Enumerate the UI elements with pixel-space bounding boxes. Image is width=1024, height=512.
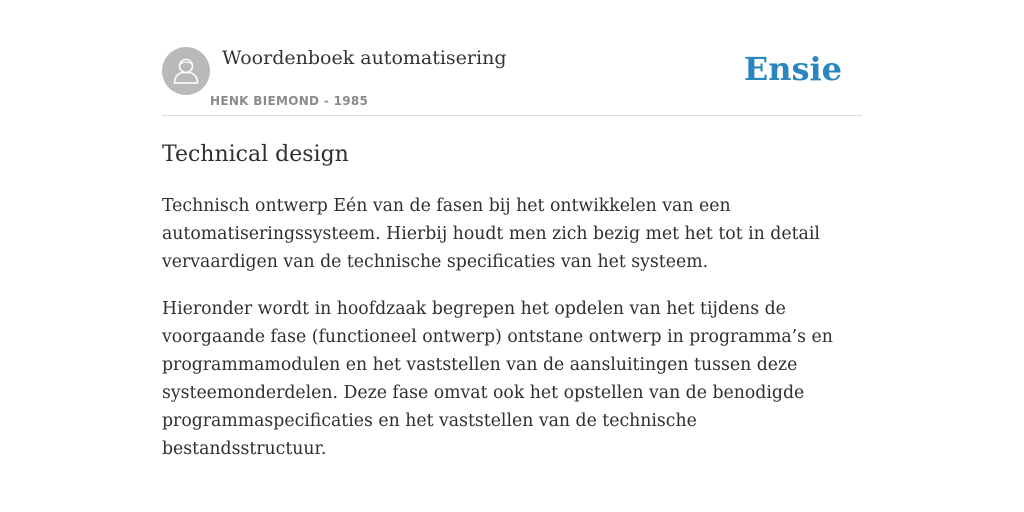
meta-separator: - bbox=[323, 94, 330, 108]
source-author[interactable]: HENK BIEMOND bbox=[210, 94, 320, 108]
entry-title: Technical design bbox=[162, 142, 349, 167]
entry-paragraph: Technisch ontwerp Eén van de fasen bij het ontwikkelen van een automatiseringssysteem. Hierbij houdt men zich bezig met het tot in detail vervaardigen van de technische specificaties van het systeem. bbox=[162, 196, 820, 272]
user-silhouette-icon bbox=[162, 47, 210, 95]
source-year: 1985 bbox=[333, 94, 369, 108]
entry-header bbox=[162, 0, 862, 116]
ensie-logo[interactable]: Ensie bbox=[743, 50, 842, 88]
entry-card bbox=[162, 0, 862, 459]
entry-paragraph: Hieronder wordt in hoofdzaak begrepen het opdelen van het tijdens de voorgaande fase (functioneel ontwerp) ontstane ontwerp in programma’s en programmamodulen en het vaststellen van de aansluitingen tussen deze systeemonderdelen. Deze fase omvat ook het opstellen van de benodigde programmaspecificaties en het vaststellen van de technische bestandsstructuur. bbox=[162, 299, 833, 459]
entry-body bbox=[162, 192, 862, 482]
source-meta bbox=[210, 93, 368, 109]
source-title[interactable]: Woordenboek automatisering bbox=[222, 47, 507, 69]
avatar[interactable] bbox=[162, 47, 210, 95]
